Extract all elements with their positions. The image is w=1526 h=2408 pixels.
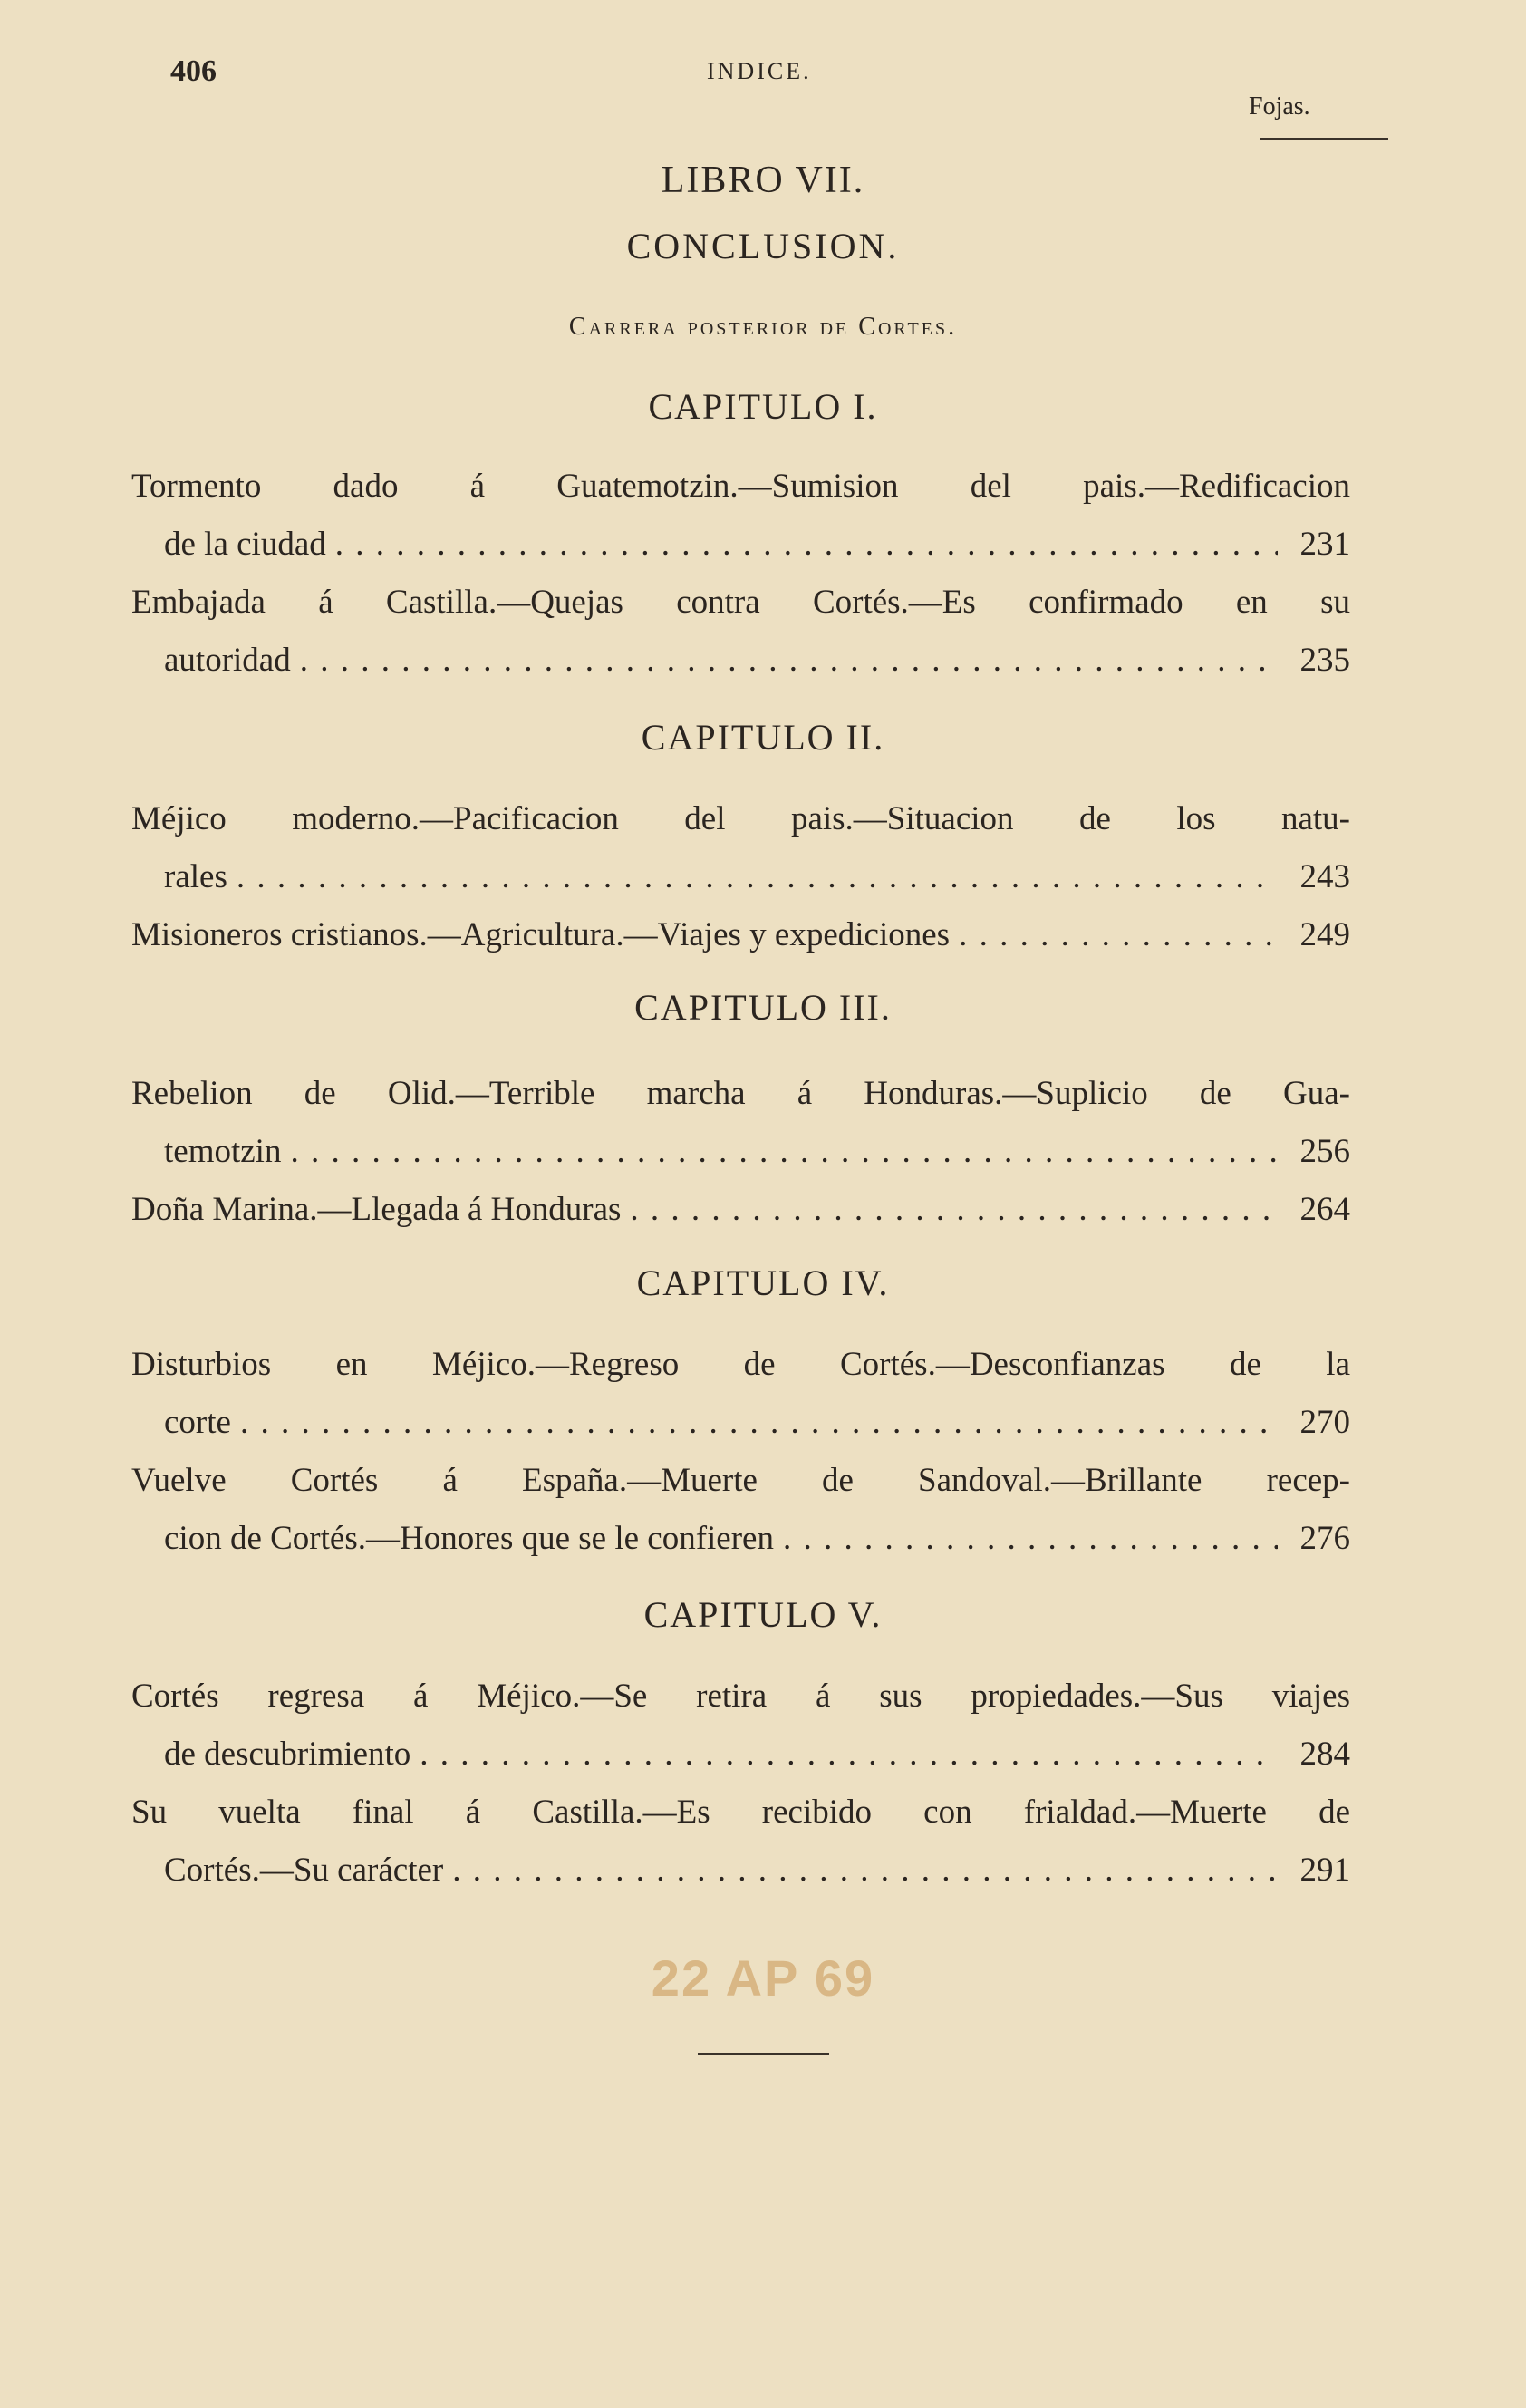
fojas-column-label: Fojas.	[1249, 92, 1310, 121]
entry-line: Vuelve Cortés á España.—Muerte de Sandoval.—Brillante recep-	[131, 1462, 1350, 1499]
page-ref: 291	[1299, 1852, 1350, 1889]
chapter-title: CAPITULO III.	[634, 987, 892, 1028]
entry-line: autoridad	[164, 642, 291, 679]
toc-entry	[131, 1668, 1350, 1784]
chapter-title: CAPITULO V.	[643, 1594, 883, 1635]
page-ref: 235	[1299, 642, 1350, 679]
date-stamp: 22 AP 69	[651, 1949, 875, 2007]
toc-entry	[131, 906, 1350, 964]
running-title: INDICE.	[707, 58, 812, 84]
page-ref: 264	[1299, 1191, 1350, 1228]
section-title: CONCLUSION.	[626, 226, 900, 266]
entry-line: Cortés regresa á Méjico.—Se retira á sus propiedades.—Sus viajes	[131, 1678, 1350, 1715]
entry-line: cion de Cortés.—Honores que se le confieren	[164, 1520, 774, 1557]
dot-leader	[290, 1123, 1278, 1181]
dot-leader	[420, 1726, 1278, 1784]
section-subtitle: Carrera posterior de Cortes.	[568, 313, 958, 341]
entry-line: Tormento dado á Guatemotzin.—Sumision del pais.—Redificacion	[131, 468, 1350, 505]
dot-leader	[335, 516, 1278, 574]
dot-leader	[452, 1842, 1278, 1900]
chapter-title: CAPITULO I.	[648, 386, 878, 427]
page-ref: 256	[1299, 1133, 1350, 1170]
page-ref: 270	[1299, 1404, 1350, 1441]
entry-line: Méjico moderno.—Pacificacion del pais.—Situacion de los natu-	[131, 800, 1350, 837]
chapter-title: CAPITULO IV.	[636, 1262, 890, 1303]
toc-entry	[131, 574, 1350, 690]
book-title: LIBRO VII.	[661, 160, 865, 201]
entry-line: Disturbios en Méjico.—Regreso de Cortés.—Desconfianzas de la	[131, 1346, 1350, 1383]
entry-line: Doña Marina.—Llegada á Honduras	[131, 1191, 622, 1228]
entry-line: rales	[164, 858, 227, 895]
toc-entry	[131, 1181, 1350, 1239]
dot-leader	[240, 1394, 1278, 1452]
page-ref: 276	[1299, 1520, 1350, 1557]
toc-entry	[131, 1336, 1350, 1452]
dot-leader	[959, 906, 1278, 964]
entry-line: de descubrimiento	[164, 1736, 411, 1773]
chapter-title: CAPITULO II.	[641, 717, 885, 758]
entry-line: Su vuelta final á Castilla.—Es recibido con frialdad.—Muerte de	[131, 1794, 1350, 1831]
closing-rule	[698, 2053, 829, 2055]
dot-leader	[783, 1510, 1278, 1568]
entry-line: de la ciudad	[164, 526, 326, 563]
dot-leader	[237, 848, 1278, 906]
toc-entry	[131, 458, 1350, 574]
page-ref: 243	[1299, 858, 1350, 895]
entry-line: Embajada á Castilla.—Quejas contra Cortés.—Es confirmado en su	[131, 584, 1350, 621]
page-ref: 249	[1299, 916, 1350, 953]
page-ref: 284	[1299, 1736, 1350, 1773]
dot-leader	[630, 1181, 1278, 1239]
entry-line: corte	[164, 1404, 231, 1441]
fojas-rule	[1260, 138, 1388, 140]
toc-entry	[131, 1065, 1350, 1181]
toc-entry	[131, 1784, 1350, 1900]
dot-leader	[300, 632, 1278, 690]
entry-line: Cortés.—Su carácter	[164, 1852, 444, 1889]
toc-entry	[131, 1452, 1350, 1568]
entry-line: Rebelion de Olid.—Terrible marcha á Honduras.—Suplicio de Gua-	[131, 1075, 1350, 1112]
page-ref: 231	[1299, 526, 1350, 563]
page-number: 406	[170, 54, 217, 88]
entry-line: temotzin	[164, 1133, 282, 1170]
entry-line: Misioneros cristianos.—Agricultura.—Viajes y expediciones	[131, 916, 951, 953]
toc-entry	[131, 790, 1350, 906]
